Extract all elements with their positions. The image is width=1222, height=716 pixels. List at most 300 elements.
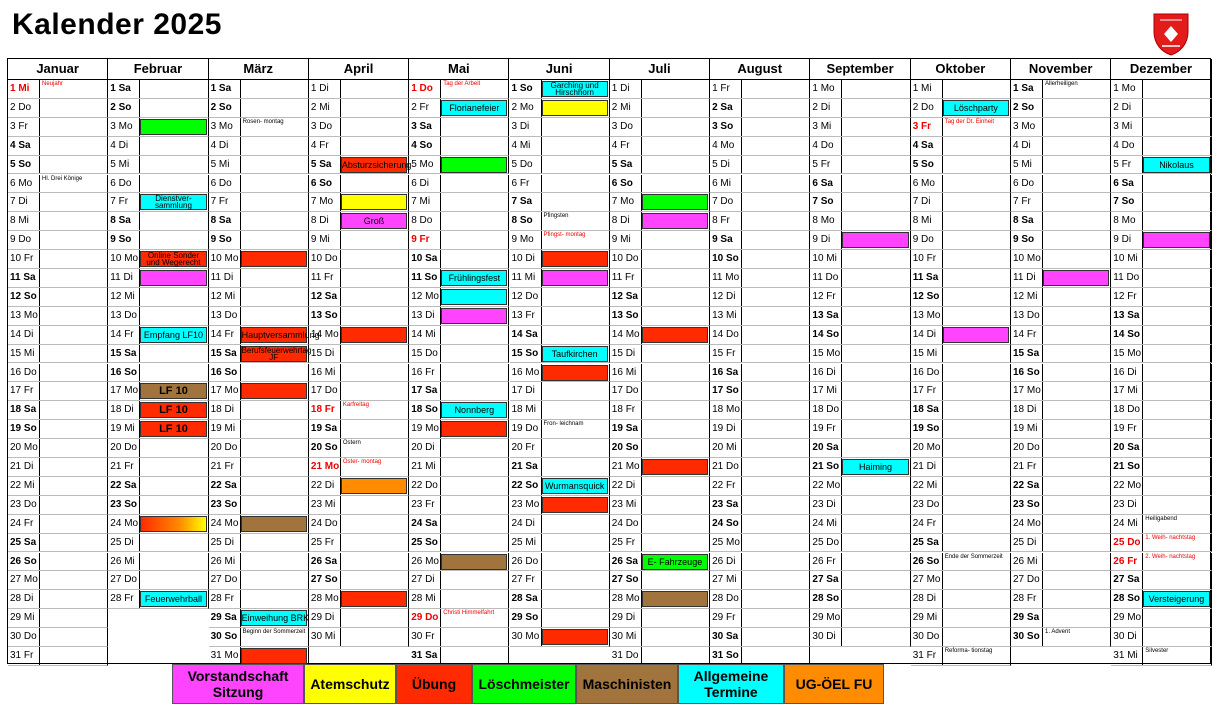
day-cell[interactable]: [309, 99, 409, 118]
day-cell[interactable]: [8, 534, 108, 553]
event-block[interactable]: Nonnberg: [441, 402, 507, 418]
day-cell[interactable]: [510, 345, 610, 364]
day-cell[interactable]: [1111, 401, 1211, 420]
day-cell[interactable]: [810, 250, 910, 269]
day-cell[interactable]: [1011, 212, 1111, 231]
day-cell[interactable]: [1111, 80, 1211, 99]
day-cell[interactable]: [1011, 609, 1111, 628]
day-cell[interactable]: [610, 401, 710, 420]
event-block[interactable]: LF 10: [140, 402, 206, 418]
day-cell[interactable]: [409, 515, 509, 534]
day-cell[interactable]: [209, 590, 309, 609]
day-cell[interactable]: [8, 212, 108, 231]
day-cell[interactable]: [1111, 496, 1211, 515]
event-block[interactable]: [341, 194, 407, 210]
event-block[interactable]: Versteigerung: [1143, 591, 1209, 607]
day-cell[interactable]: [810, 571, 910, 590]
event-block[interactable]: Hauptversammlung: [241, 327, 307, 343]
day-cell[interactable]: [911, 628, 1011, 647]
day-cell[interactable]: [1111, 99, 1211, 118]
day-cell[interactable]: [911, 250, 1011, 269]
day-cell[interactable]: [1011, 382, 1111, 401]
day-cell[interactable]: [1011, 250, 1111, 269]
day-cell[interactable]: [911, 118, 1011, 137]
day-cell[interactable]: [209, 288, 309, 307]
day-cell[interactable]: [911, 345, 1011, 364]
day-cell[interactable]: [8, 288, 108, 307]
day-cell[interactable]: [911, 288, 1011, 307]
day-cell[interactable]: [810, 288, 910, 307]
day-cell[interactable]: [810, 193, 910, 212]
day-cell[interactable]: [209, 364, 309, 383]
day-cell[interactable]: [510, 515, 610, 534]
day-cell[interactable]: [209, 345, 312, 364]
day-cell[interactable]: [510, 137, 610, 156]
day-cell[interactable]: [810, 515, 910, 534]
event-block[interactable]: LF 10: [140, 383, 206, 399]
day-cell[interactable]: [710, 269, 810, 288]
event-block[interactable]: [341, 478, 407, 494]
day-cell[interactable]: [1111, 118, 1211, 137]
event-block[interactable]: Dienstver- sammlung: [140, 194, 206, 210]
day-cell[interactable]: [309, 364, 409, 383]
day-cell[interactable]: [209, 458, 309, 477]
day-cell[interactable]: [209, 250, 309, 269]
day-cell[interactable]: [309, 571, 409, 590]
day-cell[interactable]: [810, 345, 910, 364]
day-cell[interactable]: [209, 99, 309, 118]
day-cell[interactable]: [1011, 571, 1111, 590]
day-cell[interactable]: [510, 364, 610, 383]
day-cell[interactable]: [1011, 477, 1111, 496]
day-cell[interactable]: [810, 307, 910, 326]
day-cell[interactable]: [1111, 307, 1211, 326]
day-cell[interactable]: [610, 628, 710, 647]
day-cell[interactable]: [108, 477, 208, 496]
day-cell[interactable]: [710, 118, 810, 137]
day-cell[interactable]: [710, 80, 810, 99]
day-cell[interactable]: [1111, 590, 1211, 609]
day-cell[interactable]: [710, 439, 810, 458]
event-block[interactable]: [542, 100, 608, 116]
day-cell[interactable]: [710, 571, 810, 590]
day-cell[interactable]: [1111, 382, 1211, 401]
event-block[interactable]: Löschparty: [943, 100, 1009, 116]
day-cell[interactable]: [309, 382, 409, 401]
day-cell[interactable]: [1011, 401, 1111, 420]
event-block[interactable]: [642, 213, 708, 229]
day-cell[interactable]: [510, 496, 610, 515]
day-cell[interactable]: [8, 401, 108, 420]
day-cell[interactable]: [309, 420, 409, 439]
day-cell[interactable]: [8, 269, 108, 288]
day-cell[interactable]: [810, 80, 910, 99]
day-cell[interactable]: [911, 80, 1011, 99]
day-cell[interactable]: [8, 458, 108, 477]
day-cell[interactable]: [610, 231, 710, 250]
day-cell[interactable]: [1011, 156, 1111, 175]
day-cell[interactable]: [510, 439, 610, 458]
day-cell[interactable]: [610, 571, 710, 590]
event-block[interactable]: Absturzsicherung: [341, 157, 407, 173]
event-block[interactable]: [241, 648, 307, 664]
day-cell[interactable]: [409, 420, 509, 439]
day-cell[interactable]: [108, 590, 208, 609]
day-cell[interactable]: [309, 515, 409, 534]
day-cell[interactable]: [911, 326, 1011, 345]
event-block[interactable]: [441, 421, 507, 437]
day-cell[interactable]: [8, 364, 108, 383]
day-cell[interactable]: [610, 193, 710, 212]
day-cell[interactable]: [108, 137, 208, 156]
day-cell[interactable]: [911, 231, 1011, 250]
day-cell[interactable]: [911, 534, 1011, 553]
day-cell[interactable]: [610, 477, 710, 496]
day-cell[interactable]: [810, 326, 910, 345]
day-cell[interactable]: [710, 382, 810, 401]
day-cell[interactable]: [710, 534, 810, 553]
day-cell[interactable]: [309, 553, 409, 572]
day-cell[interactable]: [710, 231, 810, 250]
day-cell[interactable]: [209, 137, 309, 156]
day-cell[interactable]: [911, 420, 1011, 439]
day-cell[interactable]: [1111, 231, 1211, 250]
day-cell[interactable]: [610, 382, 710, 401]
day-cell[interactable]: [1011, 553, 1111, 572]
day-cell[interactable]: [710, 288, 810, 307]
day-cell[interactable]: [710, 496, 810, 515]
day-cell[interactable]: [610, 137, 710, 156]
day-cell[interactable]: [209, 609, 309, 628]
day-cell[interactable]: [1111, 628, 1211, 647]
event-block[interactable]: Wurmansquick: [542, 478, 608, 494]
day-cell[interactable]: [911, 439, 1011, 458]
day-cell[interactable]: [409, 439, 509, 458]
day-cell[interactable]: [209, 571, 309, 590]
day-cell[interactable]: [911, 137, 1011, 156]
event-block[interactable]: LF 10: [140, 421, 206, 437]
day-cell[interactable]: [1011, 458, 1111, 477]
day-cell[interactable]: [810, 382, 910, 401]
day-cell[interactable]: [710, 175, 810, 194]
day-cell[interactable]: [309, 477, 409, 496]
day-cell[interactable]: [1111, 345, 1211, 364]
day-cell[interactable]: [209, 212, 309, 231]
day-cell[interactable]: [1011, 307, 1111, 326]
day-cell[interactable]: [8, 590, 108, 609]
day-cell[interactable]: [108, 269, 208, 288]
day-cell[interactable]: [610, 80, 710, 99]
day-cell[interactable]: [209, 534, 309, 553]
day-cell[interactable]: [710, 401, 810, 420]
day-cell[interactable]: [209, 307, 309, 326]
day-cell[interactable]: [510, 269, 610, 288]
day-cell[interactable]: [610, 496, 710, 515]
day-cell[interactable]: [510, 534, 610, 553]
day-cell[interactable]: [8, 307, 108, 326]
event-block[interactable]: [241, 383, 307, 399]
day-cell[interactable]: [309, 269, 409, 288]
day-cell[interactable]: [409, 80, 509, 99]
day-cell[interactable]: [1111, 137, 1211, 156]
day-cell[interactable]: [810, 137, 910, 156]
day-cell[interactable]: [8, 137, 108, 156]
day-cell[interactable]: [209, 175, 309, 194]
day-cell[interactable]: [8, 496, 108, 515]
day-cell[interactable]: [610, 553, 710, 572]
day-cell[interactable]: [510, 175, 610, 194]
day-cell[interactable]: [510, 609, 610, 628]
day-cell[interactable]: [810, 534, 910, 553]
day-cell[interactable]: [810, 496, 910, 515]
event-block[interactable]: [642, 459, 708, 475]
day-cell[interactable]: [610, 212, 710, 231]
day-cell[interactable]: [209, 382, 309, 401]
day-cell[interactable]: [108, 193, 208, 212]
day-cell[interactable]: [108, 496, 208, 515]
day-cell[interactable]: [810, 156, 910, 175]
day-cell[interactable]: [209, 477, 309, 496]
day-cell[interactable]: [710, 326, 810, 345]
day-cell[interactable]: [610, 326, 710, 345]
day-cell[interactable]: [710, 137, 810, 156]
day-cell[interactable]: [8, 326, 108, 345]
event-block[interactable]: Empfang LF10: [140, 327, 206, 343]
event-block[interactable]: [140, 270, 206, 286]
day-cell[interactable]: [710, 609, 810, 628]
day-cell[interactable]: [8, 345, 108, 364]
day-cell[interactable]: [209, 553, 309, 572]
day-cell[interactable]: [911, 382, 1011, 401]
day-cell[interactable]: [409, 326, 509, 345]
day-cell[interactable]: [911, 364, 1011, 383]
event-block[interactable]: Einweihung BRK: [241, 610, 307, 626]
day-cell[interactable]: [810, 364, 910, 383]
day-cell[interactable]: [911, 496, 1011, 515]
day-cell[interactable]: [409, 534, 509, 553]
day-cell[interactable]: [610, 420, 710, 439]
event-block[interactable]: [842, 232, 908, 248]
day-cell[interactable]: [309, 496, 409, 515]
day-cell[interactable]: [510, 420, 610, 439]
event-block[interactable]: [441, 289, 507, 305]
day-cell[interactable]: [510, 458, 610, 477]
day-cell[interactable]: [510, 99, 610, 118]
day-cell[interactable]: [810, 420, 910, 439]
day-cell[interactable]: [209, 420, 309, 439]
day-cell[interactable]: [409, 212, 509, 231]
day-cell[interactable]: [810, 628, 910, 647]
day-cell[interactable]: [409, 590, 509, 609]
day-cell[interactable]: [911, 193, 1011, 212]
day-cell[interactable]: [1111, 534, 1211, 553]
day-cell[interactable]: [911, 99, 1011, 118]
day-cell[interactable]: [810, 269, 910, 288]
day-cell[interactable]: [1111, 420, 1211, 439]
day-cell[interactable]: [8, 420, 108, 439]
day-cell[interactable]: [911, 156, 1011, 175]
day-cell[interactable]: [8, 647, 108, 666]
day-cell[interactable]: [409, 345, 509, 364]
day-cell[interactable]: [8, 515, 108, 534]
day-cell[interactable]: [510, 118, 610, 137]
event-block[interactable]: [943, 327, 1009, 343]
day-cell[interactable]: [108, 364, 208, 383]
event-block[interactable]: Florianefeier: [441, 100, 507, 116]
day-cell[interactable]: [309, 212, 409, 231]
day-cell[interactable]: [1011, 628, 1111, 647]
day-cell[interactable]: [911, 553, 1011, 572]
day-cell[interactable]: [209, 326, 320, 345]
event-block[interactable]: [441, 308, 507, 324]
day-cell[interactable]: [108, 80, 208, 99]
day-cell[interactable]: [810, 231, 910, 250]
day-cell[interactable]: [510, 628, 610, 647]
day-cell[interactable]: [108, 401, 208, 420]
event-block[interactable]: [1043, 270, 1109, 286]
day-cell[interactable]: [409, 401, 509, 420]
day-cell[interactable]: [1011, 193, 1111, 212]
day-cell[interactable]: [1111, 647, 1211, 666]
day-cell[interactable]: [108, 571, 208, 590]
day-cell[interactable]: [1111, 269, 1211, 288]
day-cell[interactable]: [510, 193, 610, 212]
event-block[interactable]: Groß: [341, 213, 407, 229]
day-cell[interactable]: [8, 553, 108, 572]
day-cell[interactable]: [209, 515, 309, 534]
day-cell[interactable]: [309, 307, 409, 326]
day-cell[interactable]: [8, 477, 108, 496]
day-cell[interactable]: [610, 609, 710, 628]
day-cell[interactable]: [610, 590, 710, 609]
day-cell[interactable]: [409, 382, 509, 401]
day-cell[interactable]: [8, 80, 108, 99]
day-cell[interactable]: [911, 175, 1011, 194]
day-cell[interactable]: [510, 156, 610, 175]
event-block[interactable]: [441, 554, 507, 570]
day-cell[interactable]: [510, 477, 610, 496]
day-cell[interactable]: [610, 269, 710, 288]
day-cell[interactable]: [8, 250, 108, 269]
event-block[interactable]: [341, 591, 407, 607]
day-cell[interactable]: [610, 364, 710, 383]
day-cell[interactable]: [1011, 590, 1111, 609]
day-cell[interactable]: [409, 118, 509, 137]
day-cell[interactable]: [610, 345, 710, 364]
day-cell[interactable]: [911, 269, 1011, 288]
day-cell[interactable]: [209, 269, 309, 288]
day-cell[interactable]: [710, 156, 810, 175]
day-cell[interactable]: [710, 250, 810, 269]
day-cell[interactable]: [810, 458, 910, 477]
day-cell[interactable]: [209, 231, 309, 250]
event-block[interactable]: Taufkirchen: [542, 346, 608, 362]
day-cell[interactable]: [710, 458, 810, 477]
day-cell[interactable]: [911, 212, 1011, 231]
day-cell[interactable]: [1111, 477, 1211, 496]
day-cell[interactable]: [8, 571, 108, 590]
day-cell[interactable]: [409, 231, 509, 250]
day-cell[interactable]: [710, 515, 810, 534]
day-cell[interactable]: [409, 175, 509, 194]
day-cell[interactable]: [510, 231, 610, 250]
day-cell[interactable]: [209, 496, 309, 515]
day-cell[interactable]: [1011, 534, 1111, 553]
day-cell[interactable]: [610, 250, 710, 269]
day-cell[interactable]: [710, 364, 810, 383]
event-block[interactable]: Nikolaus: [1143, 157, 1209, 173]
day-cell[interactable]: [8, 99, 108, 118]
day-cell[interactable]: [1011, 269, 1111, 288]
day-cell[interactable]: [510, 288, 610, 307]
day-cell[interactable]: [810, 609, 910, 628]
day-cell[interactable]: [309, 288, 409, 307]
day-cell[interactable]: [108, 288, 208, 307]
event-block[interactable]: [140, 119, 206, 135]
day-cell[interactable]: [710, 99, 810, 118]
day-cell[interactable]: [911, 477, 1011, 496]
day-cell[interactable]: [409, 250, 509, 269]
day-cell[interactable]: [810, 99, 910, 118]
event-block[interactable]: [542, 365, 608, 381]
day-cell[interactable]: [710, 212, 810, 231]
day-cell[interactable]: [810, 590, 910, 609]
day-cell[interactable]: [108, 345, 208, 364]
day-cell[interactable]: [1011, 231, 1111, 250]
day-cell[interactable]: [1111, 212, 1211, 231]
event-block[interactable]: [642, 327, 708, 343]
day-cell[interactable]: [911, 609, 1011, 628]
day-cell[interactable]: [108, 156, 208, 175]
day-cell[interactable]: [710, 193, 810, 212]
day-cell[interactable]: [108, 99, 208, 118]
day-cell[interactable]: [1111, 439, 1211, 458]
day-cell[interactable]: [309, 326, 409, 345]
day-cell[interactable]: [309, 118, 409, 137]
day-cell[interactable]: [108, 458, 208, 477]
event-block[interactable]: [542, 270, 608, 286]
day-cell[interactable]: [309, 193, 409, 212]
day-cell[interactable]: [1011, 80, 1111, 99]
day-cell[interactable]: [911, 590, 1011, 609]
day-cell[interactable]: [409, 307, 509, 326]
day-cell[interactable]: [8, 193, 108, 212]
day-cell[interactable]: [409, 628, 509, 647]
day-cell[interactable]: [309, 175, 409, 194]
day-cell[interactable]: [409, 609, 509, 628]
event-block[interactable]: [642, 591, 708, 607]
day-cell[interactable]: [610, 307, 710, 326]
day-cell[interactable]: [911, 307, 1011, 326]
day-cell[interactable]: [108, 231, 208, 250]
day-cell[interactable]: [108, 515, 208, 534]
event-block[interactable]: Feuerwehrball: [140, 591, 206, 607]
day-cell[interactable]: [108, 212, 208, 231]
day-cell[interactable]: [510, 80, 610, 99]
day-cell[interactable]: [108, 175, 208, 194]
day-cell[interactable]: [1111, 515, 1211, 534]
day-cell[interactable]: [409, 364, 509, 383]
day-cell[interactable]: [710, 307, 810, 326]
day-cell[interactable]: [309, 401, 409, 420]
day-cell[interactable]: [610, 515, 710, 534]
day-cell[interactable]: [108, 326, 208, 345]
day-cell[interactable]: [108, 420, 208, 439]
day-cell[interactable]: [309, 80, 409, 99]
day-cell[interactable]: [1111, 175, 1211, 194]
event-block[interactable]: Berufsfeuerwehrtag JF: [241, 345, 312, 362]
day-cell[interactable]: [710, 553, 810, 572]
